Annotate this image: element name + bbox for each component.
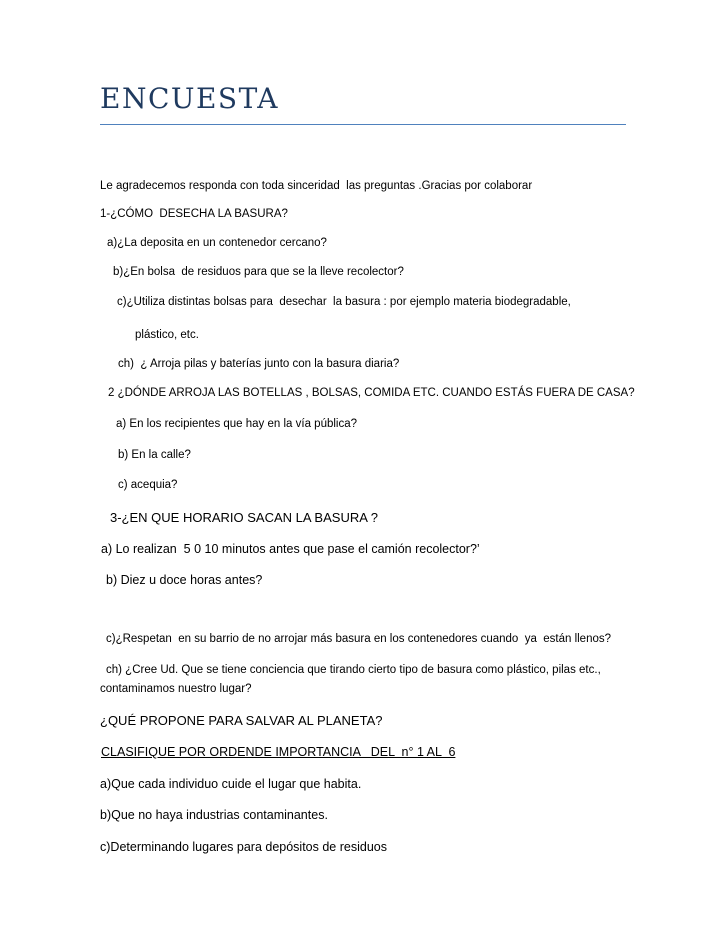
q4-option-c: c)Determinando lugares para depósitos de residuos [100,840,387,854]
q1-option-c-line2: plástico, etc. [135,329,199,341]
q3-option-ch-line1: ch) ¿Cree Ud. Que se tiene conciencia que tirando cierto tipo de basura como plástico, pilas etc., [106,664,601,676]
q2-option-b: b) En la calle? [118,449,191,461]
q2-option-a: a) En los recipientes que hay en la vía pública? [116,418,358,430]
title-divider [100,124,626,125]
document-title: ENCUESTA [100,82,279,115]
q4-heading: ¿QUÉ PROPONE PARA SALVAR AL PLANETA? [100,713,383,728]
q3-heading: 3-¿EN QUE HORARIO SACAN LA BASURA ? [110,510,379,525]
q1-heading: 1-¿CÓMO DESECHA LA BASURA? [100,208,288,220]
q4-option-a: a)Que cada individuo cuide el lugar que habita. [100,777,362,791]
q4-option-b: b)Que no haya industrias contaminantes. [100,808,328,822]
q3-option-c: c)¿Respetan en su barrio de no arrojar más basura en los contenedores cuando ya están llenos? [106,633,612,645]
q2-option-c: c) acequia? [118,479,178,491]
q2-heading: 2 ¿DÓNDE ARROJA LAS BOTELLAS , BOLSAS, COMIDA ETC. CUANDO ESTÁS FUERA DE CASA? [108,387,635,399]
q1-option-ch: ch) ¿ Arroja pilas y baterías junto con la basura diaria? [118,358,400,370]
q3-option-ch-line2: contaminamos nuestro lugar? [100,683,252,695]
q1-option-a: a)¿La deposita en un contenedor cercano? [107,237,327,249]
q3-option-b: b) Diez u doce horas antes? [106,573,263,587]
q1-option-c-line1: c)¿Utiliza distintas bolsas para desechar la basura : por ejemplo materia biodegradable, [117,296,571,308]
q3-option-a: a) Lo realizan 5 0 10 minutos antes que pase el camión recolector?’ [101,542,480,556]
intro-text: Le agradecemos responda con toda sinceridad las preguntas .Gracias por colaborar [100,180,533,192]
q4-subheading: CLASIFIQUE POR ORDENDE IMPORTANCIA DEL n° 1 AL 6 [101,745,456,759]
q1-option-b: b)¿En bolsa de residuos para que se la lleve recolector? [113,266,404,278]
